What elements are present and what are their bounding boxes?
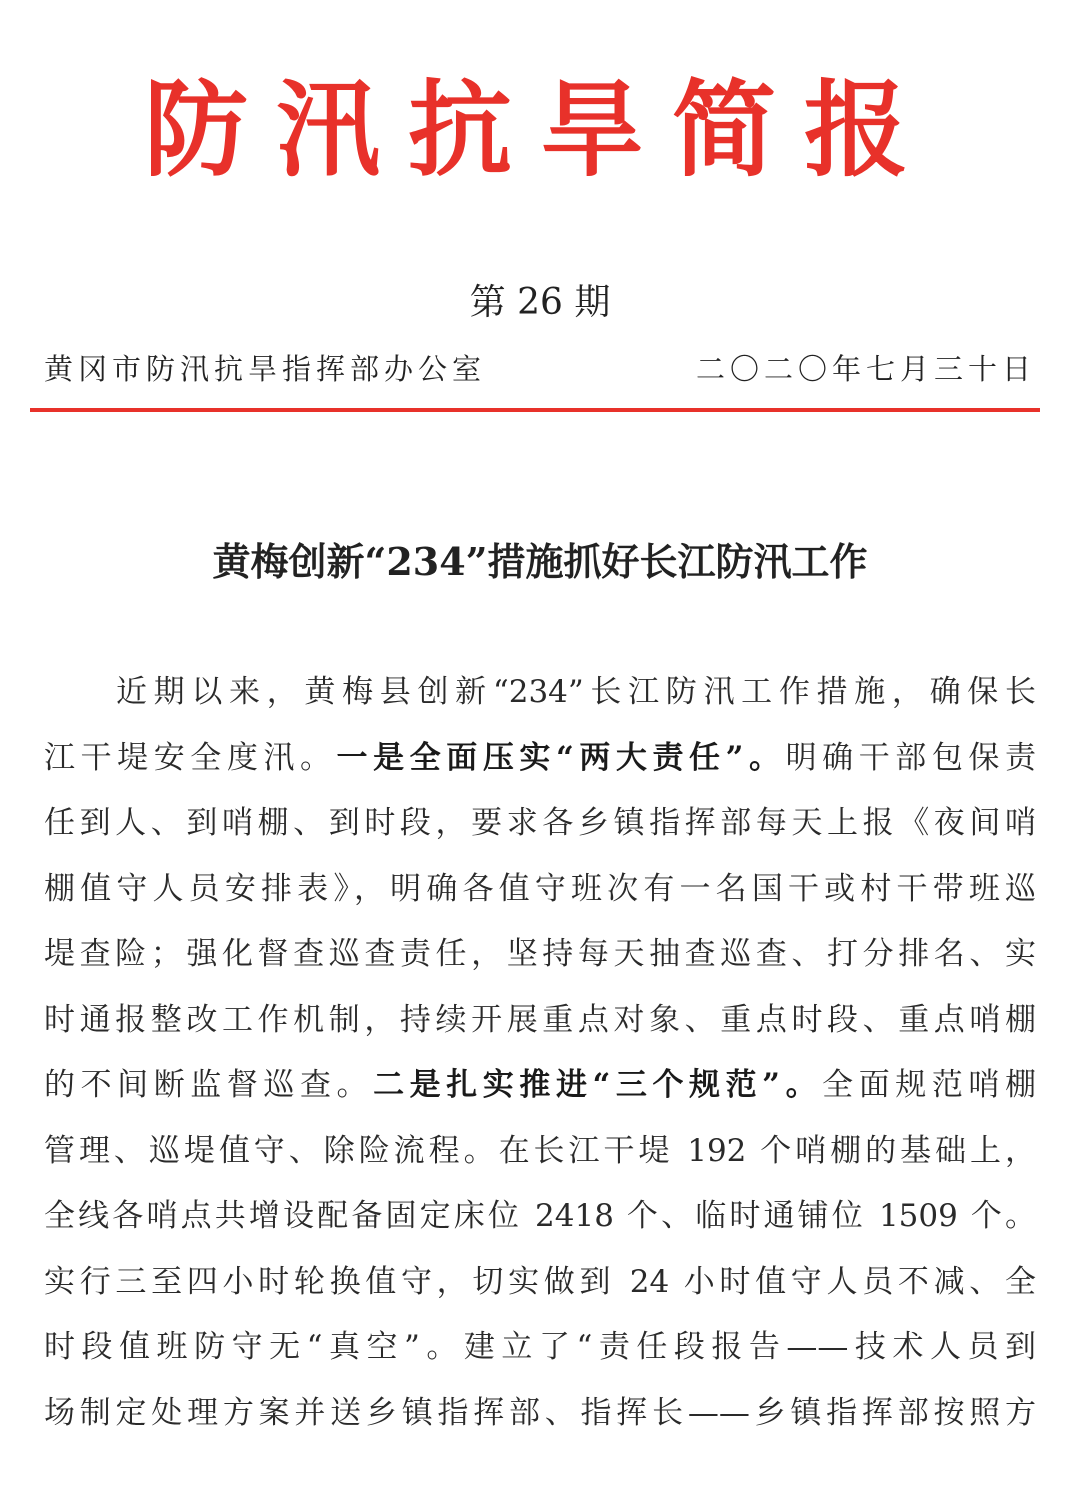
paragraph-line (44, 857, 1036, 923)
red-divider-line (30, 408, 1040, 412)
body-text-segment: 近期以来，黄梅县创新“234”长江防汛工作措施，确保长 (116, 674, 1036, 710)
paragraph-line (44, 988, 1036, 1054)
emphasis-text: 二是扎实推进“三个规范”。 (373, 1067, 823, 1103)
body-text-segment: 棚值守人员安排表》，明确各值守班次有一名国干或村干带班巡 (44, 870, 1036, 907)
issuing-organization: 黄冈市防汛抗旱指挥部办公室 (44, 352, 487, 386)
paragraph-line (44, 1250, 1036, 1316)
body-text-segment: 全线各哨点共增设配备固定床位 2418 个、临时通铺位 1509 个。 (44, 1198, 1036, 1234)
body-text-segment: 堤查险；强化督查巡查责任，坚持每天抽查巡查、打分排名、实 (44, 936, 1036, 972)
body-text-segment: 场制定处理方案并送乡镇指挥部、指挥长——乡镇指挥部按照方 (44, 1394, 1036, 1431)
body-text-segment: 的不间断监督巡查。 (44, 1067, 374, 1103)
paragraph-line (44, 922, 1036, 988)
body-text-segment: 时通报整改工作机制，持续开展重点对象、重点时段、重点哨棚 (44, 1001, 1036, 1038)
masthead-title: 防汛抗旱简报 (143, 69, 936, 191)
body-text-segment: 全面规范哨棚 (822, 1067, 1036, 1103)
issue-date: 二〇二〇年七月三十日 (695, 352, 1036, 386)
paragraph-line (44, 791, 1036, 857)
body-text-segment: 时段值班防守无“真空”。建立了“责任段报告——技术人员到 (44, 1329, 1036, 1365)
body-text-segment: 江干堤安全度汛。 (44, 739, 337, 776)
article-title: 黄梅创新“234”措施抓好长江防汛工作 (212, 539, 868, 584)
body-text-segment: 管理、巡堤值守、除险流程。在长江干堤 192 个哨棚的基础上， (44, 1132, 1036, 1169)
paragraph-line (44, 1053, 1036, 1119)
body-text-segment: 实行三至四小时轮换值守，切实做到 24 小时值守人员不减、全 (44, 1263, 1036, 1300)
issue-number: 第 26 期 (469, 282, 611, 323)
paragraph-line (44, 726, 1036, 792)
paragraph-line (44, 1315, 1036, 1381)
meta-row (44, 346, 1036, 392)
paragraph-line (44, 1381, 1036, 1447)
body-text-segment: 任到人、到哨棚、到时段，要求各乡镇指挥部每天上报《夜间哨 (44, 805, 1036, 841)
paragraph-line (44, 1184, 1036, 1250)
paragraph-line (44, 1119, 1036, 1185)
body-text-segment: 明确干部包保责 (785, 739, 1036, 776)
emphasis-text: 一是全面压实“两大责任”。 (336, 739, 786, 776)
article-body (44, 660, 1036, 1446)
paragraph-line (44, 660, 1036, 726)
